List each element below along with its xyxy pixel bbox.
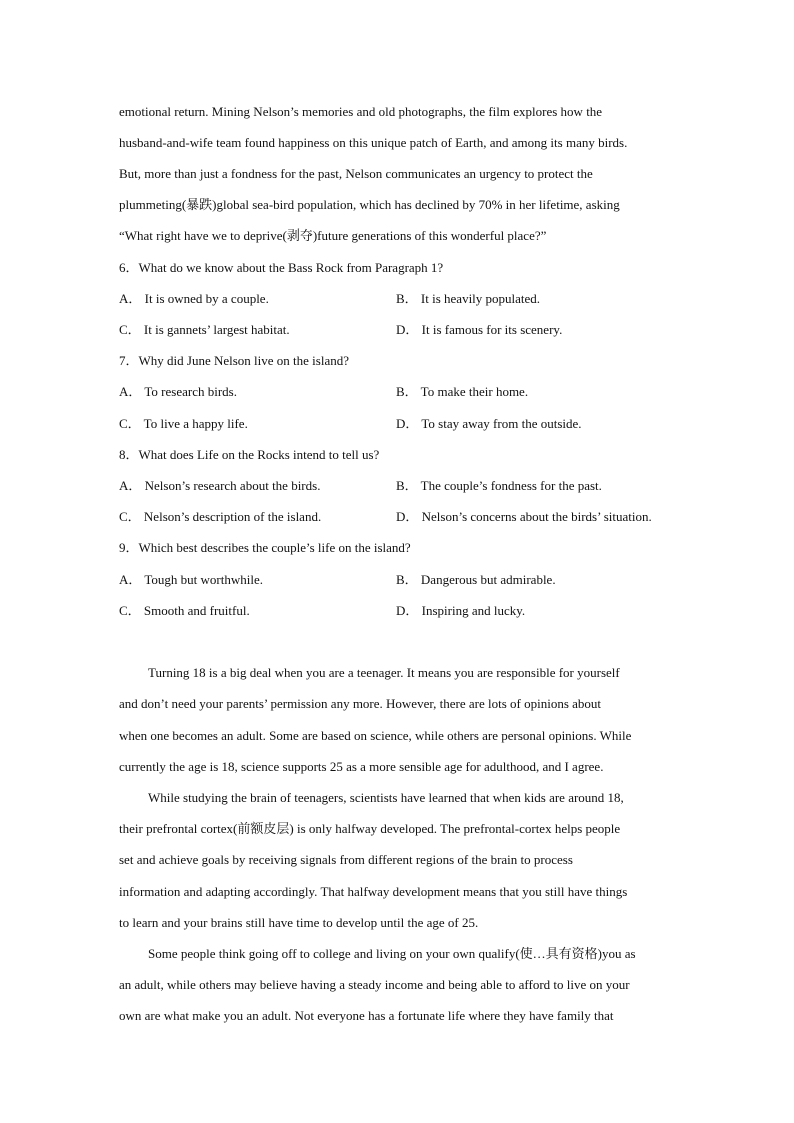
passage-line: currently the age is 18, science supports 25 as a more sensible age for adulthood, and I agree. [119, 759, 604, 774]
question-stem: 9．Which best describes the couple’s life on the island? [119, 540, 411, 555]
option-d: D． Inspiring and lucky. [396, 603, 526, 618]
passage-line: set and achieve goals by receiving signals from different regions of the brain to process [119, 852, 573, 867]
option-c: C． Nelson’s description of the island. [119, 509, 322, 524]
option-b: B． It is heavily populated. [396, 291, 541, 306]
option-a: A． Nelson’s research about the birds. [119, 478, 321, 493]
passage-line: emotional return. Mining Nelson’s memories and old photographs, the film explores how the [119, 104, 603, 119]
passage-line: But, more than just a fondness for the past, Nelson communicates an urgency to protect the [119, 166, 593, 181]
question-stem: 8．What does Life on the Rocks intend to tell us? [119, 447, 380, 462]
passage-line: when one becomes an adult. Some are based on science, while others are personal opinions. While [119, 728, 632, 743]
option-b: B． Dangerous but admirable. [396, 572, 556, 587]
passage-line: an adult, while others may believe having a steady income and being able to afford to live on your [119, 977, 630, 992]
passage-line: to learn and your brains still have time to develop until the age of 25. [119, 915, 479, 930]
question-stem: 6．What do we know about the Bass Rock from Paragraph 1? [119, 260, 444, 275]
passage-line: “What right have we to deprive(剥夺)future generations of this wonderful place?” [119, 228, 547, 243]
option-a: A． Tough but worthwhile. [119, 572, 264, 587]
option-c: C． Smooth and fruitful. [119, 603, 250, 618]
passage-line: Turning 18 is a big deal when you are a teenager. It means you are responsible for yourself [148, 665, 620, 680]
option-d: D． It is famous for its scenery. [396, 322, 563, 337]
option-a: A． To research birds. [119, 384, 237, 399]
option-a: A． It is owned by a couple. [119, 291, 269, 306]
passage-line: Some people think going off to college and living on your own qualify(使…具有资格)you as [148, 946, 636, 961]
option-b: B． To make their home. [396, 384, 529, 399]
passage-line: While studying the brain of teenagers, scientists have learned that when kids are around 18, [148, 790, 624, 805]
option-c: C． It is gannets’ largest habitat. [119, 322, 290, 337]
option-b: B． The couple’s fondness for the past. [396, 478, 602, 493]
passage-line: own are what make you an adult. Not everyone has a fortunate life where they have family that [119, 1008, 614, 1023]
passage-line: husband-and-wife team found happiness on this unique patch of Earth, and among its many birds. [119, 135, 628, 150]
passage-line: their prefrontal cortex(前额皮层) is only halfway developed. The prefrontal-cortex helps people [119, 821, 621, 836]
passage-line: information and adapting accordingly. That halfway development means that you still have things [119, 884, 628, 899]
option-c: C． To live a happy life. [119, 416, 248, 431]
passage-line: plummeting(暴跌)global sea-bird population, which has declined by 70% in her lifetime, asking [119, 197, 620, 212]
passage-line: and don’t need your parents’ permission any more. However, there are lots of opinions about [119, 696, 602, 711]
question-stem: 7．Why did June Nelson live on the island? [119, 353, 349, 368]
option-d: D． Nelson’s concerns about the birds’ situation. [396, 509, 652, 524]
option-d: D． To stay away from the outside. [396, 416, 582, 431]
